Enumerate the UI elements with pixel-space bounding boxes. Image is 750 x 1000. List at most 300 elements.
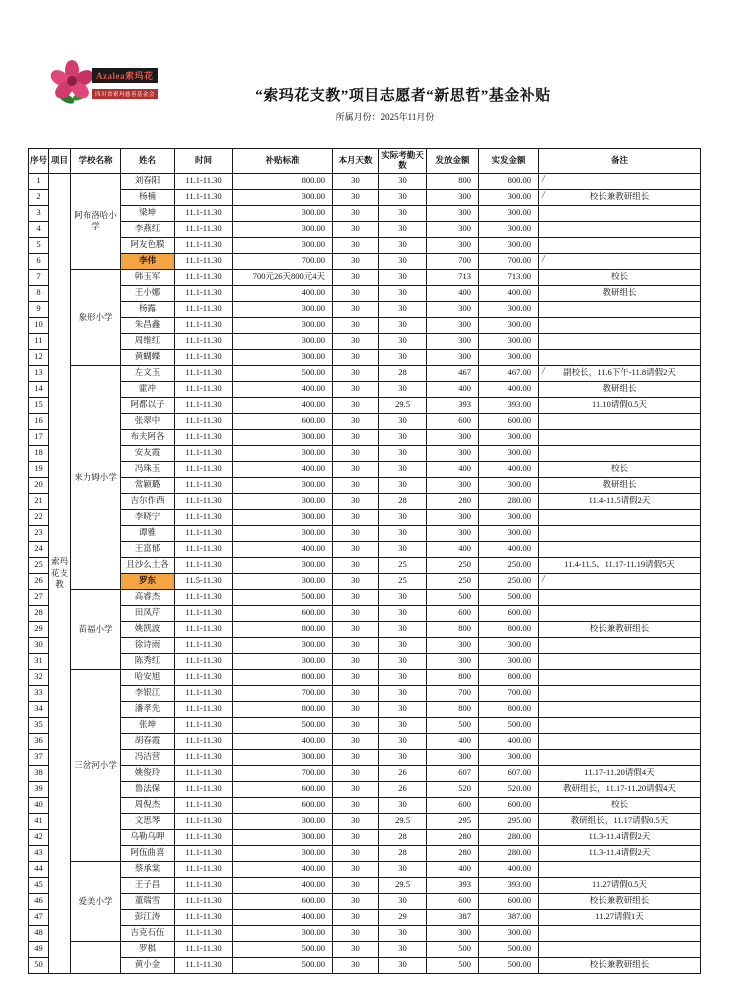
cell-month-days: 30: [333, 381, 379, 397]
cell-attendance-days: 30: [379, 749, 427, 765]
cell-serial: 17: [29, 429, 49, 445]
cell-serial: 10: [29, 317, 49, 333]
cell-time: 11.1-11.30: [175, 237, 233, 253]
cell-subsidy-standard: 500.00: [233, 957, 333, 973]
cell-subsidy-standard: 300.00: [233, 445, 333, 461]
cell-month-days: 30: [333, 589, 379, 605]
col-header-project: 项目: [49, 149, 71, 174]
cell-paid-amount: 300.00: [479, 653, 539, 669]
cell-volunteer-name: 黄蝴蝶: [121, 349, 175, 365]
cell-time: 11.1-11.30: [175, 413, 233, 429]
cell-serial: 45: [29, 877, 49, 893]
cell-remark: [539, 957, 701, 973]
cell-volunteer-name: 哈安旭: [121, 669, 175, 685]
cell-attendance-days: 30: [379, 269, 427, 285]
cell-subsidy-standard: 300.00: [233, 493, 333, 509]
cell-month-days: 30: [333, 925, 379, 941]
cell-remark: [539, 349, 701, 365]
cell-grant-amount: 300: [427, 477, 479, 493]
cell-serial: 2: [29, 189, 49, 205]
cell-paid-amount: 600.00: [479, 605, 539, 621]
cell-serial: 14: [29, 381, 49, 397]
col-header-grant-amount: 发放金额: [427, 149, 479, 174]
cell-subsidy-standard: 500.00: [233, 365, 333, 381]
cell-time: 11.1-11.30: [175, 797, 233, 813]
remark-text: 教研组长: [602, 383, 637, 394]
cell-volunteer-name: 阿友色膜: [121, 237, 175, 253]
cell-time: 11.1-11.30: [175, 205, 233, 221]
cell-attendance-days: 30: [379, 349, 427, 365]
table-row: [29, 909, 701, 925]
cell-month-days: 30: [333, 413, 379, 429]
cell-month-days: 30: [333, 253, 379, 269]
cell-grant-amount: 467: [427, 365, 479, 381]
cell-remark: [539, 621, 701, 637]
cell-attendance-days: 30: [379, 461, 427, 477]
table-row: [29, 381, 701, 397]
cell-time: 11.1-11.30: [175, 813, 233, 829]
cell-remark: [539, 413, 701, 429]
check-slash-mark: /: [542, 253, 545, 265]
table-row: [29, 941, 701, 957]
table-row: [29, 861, 701, 877]
cell-grant-amount: 300: [427, 301, 479, 317]
cell-remark: [539, 685, 701, 701]
cell-volunteer-name: 吉尔作西: [121, 493, 175, 509]
table-row: [29, 509, 701, 525]
cell-volunteer-name: 李晓宁: [121, 509, 175, 525]
cell-month-days: 30: [333, 957, 379, 973]
cell-subsidy-standard: 800.00: [233, 669, 333, 685]
cell-serial: 44: [29, 861, 49, 877]
remark-text: 校长: [610, 271, 628, 282]
cell-serial: 41: [29, 813, 49, 829]
cell-volunteer-name: 杨楠: [121, 189, 175, 205]
cell-paid-amount: 520.00: [479, 781, 539, 797]
table-row: [29, 733, 701, 749]
cell-serial: 13: [29, 365, 49, 381]
cell-attendance-days: 30: [379, 541, 427, 557]
cell-remark: [539, 557, 701, 573]
cell-volunteer-name: 王富郁: [121, 541, 175, 557]
cell-attendance-days: 30: [379, 653, 427, 669]
cell-time: 11.1-11.30: [175, 557, 233, 573]
cell-month-days: 30: [333, 717, 379, 733]
cell-volunteer-name: 田凤芹: [121, 605, 175, 621]
cell-month-days: 30: [333, 797, 379, 813]
cell-paid-amount: 400.00: [479, 461, 539, 477]
cell-time: 11.1-11.30: [175, 957, 233, 973]
cell-paid-amount: 300.00: [479, 429, 539, 445]
cell-attendance-days: 30: [379, 941, 427, 957]
cell-grant-amount: 387: [427, 909, 479, 925]
cell-remark: [539, 845, 701, 861]
cell-attendance-days: 30: [379, 861, 427, 877]
cell-subsidy-standard: 300.00: [233, 429, 333, 445]
cell-attendance-days: 30: [379, 957, 427, 973]
cell-serial: 3: [29, 205, 49, 221]
cell-grant-amount: 800: [427, 669, 479, 685]
cell-grant-amount: 400: [427, 733, 479, 749]
table-row: [29, 621, 701, 637]
cell-time: 11.1-11.30: [175, 829, 233, 845]
remark-text: 校长: [610, 463, 628, 474]
check-slash-mark: /: [542, 365, 545, 377]
cell-serial: 30: [29, 637, 49, 653]
cell-month-days: 30: [333, 461, 379, 477]
cell-grant-amount: 500: [427, 717, 479, 733]
cell-time: 11.1-11.30: [175, 669, 233, 685]
cell-serial: 26: [29, 573, 49, 589]
cell-serial: 4: [29, 221, 49, 237]
cell-paid-amount: 300.00: [479, 317, 539, 333]
col-header-paid-amount: 实发金额: [479, 149, 539, 174]
cell-paid-amount: 393.00: [479, 877, 539, 893]
cell-grant-amount: 280: [427, 829, 479, 845]
remark-text: 11.17-11.20请假4天: [584, 767, 655, 778]
cell-subsidy-standard: 300.00: [233, 333, 333, 349]
cell-time: 11.1-11.30: [175, 349, 233, 365]
table-row: [29, 877, 701, 893]
cell-month-days: 30: [333, 941, 379, 957]
cell-attendance-days: 30: [379, 429, 427, 445]
cell-volunteer-name: 布夫阿各: [121, 429, 175, 445]
cell-subsidy-standard: 300.00: [233, 205, 333, 221]
cell-serial: 40: [29, 797, 49, 813]
cell-grant-amount: 300: [427, 205, 479, 221]
cell-grant-amount: 700: [427, 685, 479, 701]
cell-paid-amount: 600.00: [479, 893, 539, 909]
cell-month-days: 30: [333, 493, 379, 509]
cell-volunteer-name: 蔡承棠: [121, 861, 175, 877]
table-row: [29, 653, 701, 669]
cell-month-days: 30: [333, 813, 379, 829]
cell-grant-amount: 800: [427, 701, 479, 717]
cell-paid-amount: 800.00: [479, 701, 539, 717]
cell-paid-amount: 300.00: [479, 525, 539, 541]
cell-paid-amount: 800.00: [479, 669, 539, 685]
cell-time: 11.1-11.30: [175, 429, 233, 445]
cell-volunteer-name: 李银江: [121, 685, 175, 701]
cell-subsidy-standard: 800.00: [233, 621, 333, 637]
cell-serial: 31: [29, 653, 49, 669]
cell-serial: 21: [29, 493, 49, 509]
cell-paid-amount: 700.00: [479, 685, 539, 701]
cell-subsidy-standard: 300.00: [233, 477, 333, 493]
cell-serial: 35: [29, 717, 49, 733]
cell-paid-amount: 500.00: [479, 957, 539, 973]
cell-month-days: 30: [333, 765, 379, 781]
cell-paid-amount: 700.00: [479, 253, 539, 269]
cell-remark: [539, 653, 701, 669]
cell-paid-amount: 800.00: [479, 173, 539, 189]
cell-serial: 50: [29, 957, 49, 973]
cell-month-days: 30: [333, 301, 379, 317]
cell-attendance-days: 26: [379, 765, 427, 781]
table-row: [29, 637, 701, 653]
remark-text: 11.4-11.5、11.17-11.19请假5天: [564, 559, 675, 570]
cell-time: 11.1-11.30: [175, 397, 233, 413]
cell-time: 11.1-11.30: [175, 317, 233, 333]
cell-paid-amount: 300.00: [479, 189, 539, 205]
cell-subsidy-standard: 600.00: [233, 797, 333, 813]
table-row: [29, 493, 701, 509]
cell-attendance-days: 30: [379, 893, 427, 909]
remark-text: 11.10请假0.5天: [592, 399, 647, 410]
table-row: [29, 189, 701, 205]
cell-remark: [539, 221, 701, 237]
cell-grant-amount: 400: [427, 285, 479, 301]
table-row: [29, 957, 701, 973]
table-row: [29, 749, 701, 765]
cell-month-days: 30: [333, 317, 379, 333]
table-row: [29, 365, 701, 381]
remark-text: 教研组长，11.17请假0.5天: [570, 815, 669, 826]
remark-text: 11.27请假1天: [595, 911, 644, 922]
cell-paid-amount: 713.00: [479, 269, 539, 285]
cell-serial: 43: [29, 845, 49, 861]
cell-paid-amount: 500.00: [479, 941, 539, 957]
cell-subsidy-standard: 300.00: [233, 221, 333, 237]
cell-grant-amount: 295: [427, 813, 479, 829]
cell-volunteer-name: 且沙么土各: [121, 557, 175, 573]
cell-time: 11.1-11.30: [175, 717, 233, 733]
cell-remark: [539, 381, 701, 397]
cell-time: 11.1-11.30: [175, 845, 233, 861]
cell-volunteer-name: 罗棋: [121, 941, 175, 957]
cell-volunteer-name: 张翠中: [121, 413, 175, 429]
cell-attendance-days: 30: [379, 189, 427, 205]
cell-remark: [539, 701, 701, 717]
cell-grant-amount: 600: [427, 605, 479, 621]
cell-month-days: 30: [333, 893, 379, 909]
cell-subsidy-standard: 400.00: [233, 861, 333, 877]
table-row: [29, 765, 701, 781]
cell-grant-amount: 393: [427, 877, 479, 893]
cell-grant-amount: 300: [427, 637, 479, 653]
cell-attendance-days: 30: [379, 589, 427, 605]
table-row: [29, 477, 701, 493]
cell-serial: 7: [29, 269, 49, 285]
cell-paid-amount: 607.00: [479, 765, 539, 781]
cell-remark: [539, 765, 701, 781]
cell-attendance-days: 30: [379, 253, 427, 269]
cell-paid-amount: 250.00: [479, 557, 539, 573]
cell-time: 11.1-11.30: [175, 925, 233, 941]
remark-text: 副校长，11.6下午-11.8请假2天: [563, 367, 676, 378]
cell-volunteer-name: 高睿杰: [121, 589, 175, 605]
cell-time: 11.1-11.30: [175, 477, 233, 493]
col-header-standard: 补贴标准: [233, 149, 333, 174]
cell-volunteer-name: 王小娜: [121, 285, 175, 301]
cell-grant-amount: 300: [427, 525, 479, 541]
cell-grant-amount: 280: [427, 845, 479, 861]
cell-remark: [539, 285, 701, 301]
cell-serial: 20: [29, 477, 49, 493]
cell-subsidy-standard: 600.00: [233, 605, 333, 621]
cell-school-name: 爱美小学: [71, 861, 121, 941]
cell-remark: [539, 893, 701, 909]
org-name-cn: 四川省索玛慈善基金会: [92, 89, 158, 99]
cell-subsidy-standard: 400.00: [233, 909, 333, 925]
cell-month-days: 30: [333, 877, 379, 893]
cell-grant-amount: 280: [427, 493, 479, 509]
cell-grant-amount: 300: [427, 333, 479, 349]
cell-subsidy-standard: 800.00: [233, 173, 333, 189]
cell-attendance-days: 28: [379, 365, 427, 381]
cell-month-days: 30: [333, 525, 379, 541]
table-row: [29, 717, 701, 733]
cell-month-days: 30: [333, 781, 379, 797]
table-row: [29, 237, 701, 253]
cell-grant-amount: 500: [427, 957, 479, 973]
cell-remark: [539, 733, 701, 749]
cell-subsidy-standard: 400.00: [233, 541, 333, 557]
cell-attendance-days: 30: [379, 637, 427, 653]
cell-subsidy-standard: 300.00: [233, 749, 333, 765]
cell-grant-amount: 300: [427, 653, 479, 669]
cell-month-days: 30: [333, 333, 379, 349]
cell-paid-amount: 300.00: [479, 925, 539, 941]
cell-subsidy-standard: 400.00: [233, 285, 333, 301]
cell-attendance-days: 30: [379, 413, 427, 429]
cell-volunteer-name: 文思琴: [121, 813, 175, 829]
cell-remark: [539, 333, 701, 349]
col-header-time: 时间: [175, 149, 233, 174]
cell-subsidy-standard: 700.00: [233, 765, 333, 781]
cell-serial: 39: [29, 781, 49, 797]
cell-serial: 36: [29, 733, 49, 749]
cell-month-days: 30: [333, 269, 379, 285]
cell-month-days: 30: [333, 861, 379, 877]
cell-attendance-days: 30: [379, 669, 427, 685]
table-row: [29, 557, 701, 573]
cell-time: 11.1-11.30: [175, 493, 233, 509]
cell-attendance-days: 30: [379, 701, 427, 717]
cell-paid-amount: 300.00: [479, 509, 539, 525]
table-row: [29, 301, 701, 317]
cell-time: 11.1-11.30: [175, 509, 233, 525]
remark-text: 校长兼教研组长: [589, 623, 650, 634]
cell-volunteer-name: 罗东: [121, 573, 175, 589]
cell-serial: 27: [29, 589, 49, 605]
cell-month-days: 30: [333, 397, 379, 413]
cell-subsidy-standard: 300.00: [233, 525, 333, 541]
cell-remark: [539, 925, 701, 941]
table-row: [29, 541, 701, 557]
cell-paid-amount: 300.00: [479, 333, 539, 349]
cell-grant-amount: 300: [427, 445, 479, 461]
cell-volunteer-name: 胡春霞: [121, 733, 175, 749]
cell-month-days: 30: [333, 349, 379, 365]
cell-paid-amount: 300.00: [479, 221, 539, 237]
cell-serial: 42: [29, 829, 49, 845]
cell-subsidy-standard: 300.00: [233, 637, 333, 653]
cell-serial: 12: [29, 349, 49, 365]
cell-paid-amount: 280.00: [479, 829, 539, 845]
cell-remark: [539, 269, 701, 285]
cell-serial: 22: [29, 509, 49, 525]
cell-serial: 9: [29, 301, 49, 317]
table-row: [29, 269, 701, 285]
cell-attendance-days: 30: [379, 797, 427, 813]
cell-remark: [539, 797, 701, 813]
cell-month-days: 30: [333, 205, 379, 221]
cell-paid-amount: 300.00: [479, 237, 539, 253]
cell-remark: [539, 173, 701, 189]
cell-remark: [539, 813, 701, 829]
cell-time: 11.1-11.30: [175, 909, 233, 925]
cell-subsidy-standard: 300.00: [233, 189, 333, 205]
check-slash-mark: /: [542, 573, 545, 585]
cell-month-days: 30: [333, 829, 379, 845]
cell-volunteer-name: 潘孝先: [121, 701, 175, 717]
cell-attendance-days: 25: [379, 557, 427, 573]
check-slash-mark: /: [542, 189, 545, 201]
cell-time: 11.1-11.30: [175, 285, 233, 301]
cell-remark: [539, 861, 701, 877]
cell-month-days: 30: [333, 429, 379, 445]
remark-text: 教研组长: [602, 287, 637, 298]
cell-serial: 32: [29, 669, 49, 685]
cell-paid-amount: 300.00: [479, 637, 539, 653]
table-row: [29, 589, 701, 605]
cell-time: 11.1-11.30: [175, 653, 233, 669]
cell-time: 11.1-11.30: [175, 589, 233, 605]
cell-attendance-days: 30: [379, 477, 427, 493]
cell-grant-amount: 600: [427, 413, 479, 429]
cell-remark: [539, 717, 701, 733]
cell-paid-amount: 400.00: [479, 733, 539, 749]
cell-serial: 1: [29, 173, 49, 189]
cell-volunteer-name: 李伟: [121, 253, 175, 269]
cell-serial: 28: [29, 605, 49, 621]
cell-time: 11.1-11.30: [175, 733, 233, 749]
cell-serial: 23: [29, 525, 49, 541]
cell-serial: 48: [29, 925, 49, 941]
cell-remark: [539, 877, 701, 893]
cell-serial: 49: [29, 941, 49, 957]
cell-paid-amount: 295.00: [479, 813, 539, 829]
cell-month-days: 30: [333, 237, 379, 253]
cell-school-name: 苗福小学: [71, 589, 121, 669]
cell-remark: [539, 589, 701, 605]
cell-grant-amount: 393: [427, 397, 479, 413]
cell-volunteer-name: 朱昌鑫: [121, 317, 175, 333]
cell-volunteer-name: 董瑞雪: [121, 893, 175, 909]
cell-subsidy-standard: 500.00: [233, 717, 333, 733]
cell-attendance-days: 30: [379, 237, 427, 253]
cell-attendance-days: 30: [379, 333, 427, 349]
cell-time: 11.1-11.30: [175, 861, 233, 877]
cell-grant-amount: 400: [427, 461, 479, 477]
cell-volunteer-name: 张坤: [121, 717, 175, 733]
cell-remark: [539, 301, 701, 317]
cell-serial: 25: [29, 557, 49, 573]
cell-time: 11.1-11.30: [175, 189, 233, 205]
cell-grant-amount: 600: [427, 797, 479, 813]
cell-month-days: 30: [333, 221, 379, 237]
remark-text: 11.27请假0.5天: [592, 879, 647, 890]
cell-school-name: [71, 941, 121, 973]
cell-volunteer-name: 霍冲: [121, 381, 175, 397]
cell-paid-amount: 400.00: [479, 861, 539, 877]
cell-remark: [539, 525, 701, 541]
cell-serial: 15: [29, 397, 49, 413]
cell-serial: 33: [29, 685, 49, 701]
table-row: [29, 781, 701, 797]
cell-month-days: 30: [333, 605, 379, 621]
